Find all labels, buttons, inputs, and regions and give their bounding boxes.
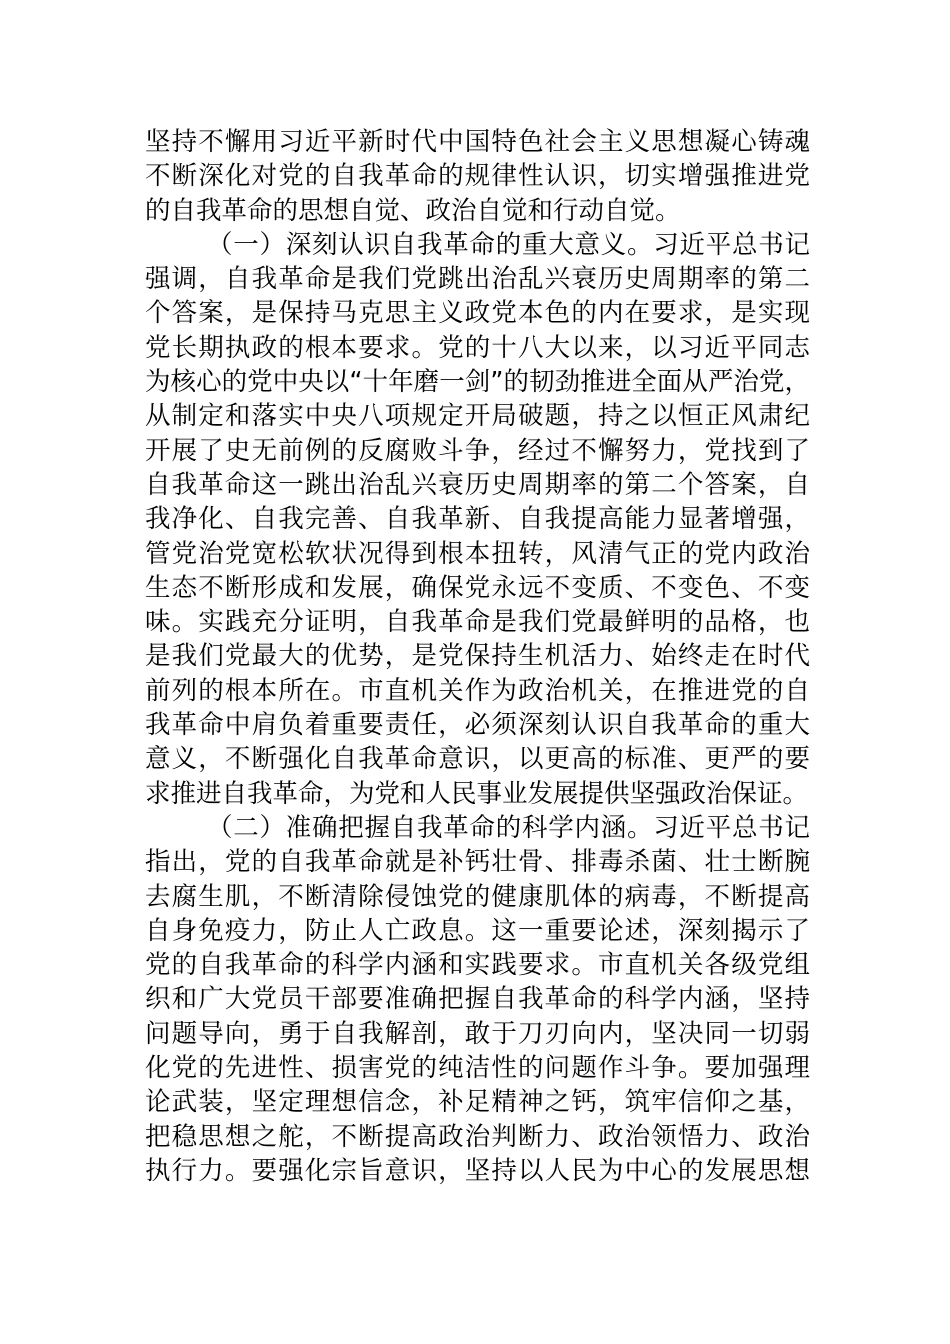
text-line: 执行力。要强化宗旨意识，坚持以人民为中心的发展思想	[145, 1155, 810, 1186]
text-line: 味。实践充分证明，自我革命是我们党最鲜明的品格，也	[145, 607, 810, 638]
section-heading-line: （二）准确把握自我革命的科学内涵。习近平总书记	[207, 812, 810, 843]
text-line: 织和广大党员干部要准确把握自我革命的科学内涵，坚持	[145, 984, 810, 1015]
text-line: 不断深化对党的自我革命的规律性认识，切实增强推进党	[145, 161, 810, 192]
text-line: 我净化、自我完善、自我革新、自我提高能力显著增强，	[145, 504, 810, 535]
text-line: 自我革命这一跳出治乱兴衰历史周期率的第二个答案，自	[145, 469, 810, 500]
text-line: 求推进自我革命，为党和人民事业发展提供坚强政治保证。	[145, 778, 809, 809]
text-line: 化党的先进性、损害党的纯洁性的问题作斗争。要加强理	[145, 1053, 810, 1084]
text-line: 从制定和落实中央八项规定开局破题，持之以恒正风肃纪	[145, 401, 810, 432]
text-line: 去腐生肌，不断清除侵蚀党的健康肌体的病毒，不断提高	[145, 881, 810, 912]
text-line: 我革命中肩负着重要责任，必须深刻认识自我革命的重大	[145, 710, 810, 741]
text-line: 开展了史无前例的反腐败斗争，经过不懈努力，党找到了	[145, 435, 810, 466]
text-line: 是我们党最大的优势，是党保持生机活力、始终走在时代	[145, 641, 810, 672]
text-line: 意义，不断强化自我革命意识，以更高的标准、更严的要	[145, 744, 810, 775]
text-line: 坚持不懈用习近平新时代中国特色社会主义思想凝心铸魂	[145, 127, 810, 157]
text-line: 前列的根本所在。市直机关作为政治机关，在推进党的自	[145, 675, 810, 706]
text-line: 指出，党的自我革命就是补钙壮骨、排毒杀菌、壮士断腕	[145, 847, 810, 878]
text-line: 个答案，是保持马克思主义政党本色的内在要求，是实现	[145, 298, 810, 329]
text-line: 问题导向，勇于自我解剖，敢于刀刃向内，坚决同一切弱	[145, 1018, 810, 1049]
text-line: 把稳思想之舵，不断提高政治判断力、政治领悟力、政治	[145, 1121, 810, 1152]
text-line: 党的自我革命的科学内涵和实践要求。市直机关各级党组	[145, 950, 810, 981]
text-line: 自身免疫力，防止人亡政息。这一重要论述，深刻揭示了	[145, 915, 810, 946]
text-line: 的自我革命的思想自觉、政治自觉和行动自觉。	[145, 195, 681, 226]
text-line: 管党治党宽松软状况得到根本扭转，风清气正的党内政治	[145, 538, 810, 569]
text-line: 论武装，坚定理想信念，补足精神之钙，筑牢信仰之基，	[145, 1087, 810, 1118]
text-line: 党长期执政的根本要求。党的十八大以来，以习近平同志	[145, 332, 810, 363]
body-text	[145, 125, 810, 1188]
text-line: 生态不断形成和发展，确保党永远不变质、不变色、不变	[145, 572, 810, 603]
section-heading-line: （一）深刻认识自我革命的重大意义。习近平总书记	[207, 229, 810, 260]
text-line: 强调，自我革命是我们党跳出治乱兴衰历史周期率的第二	[145, 264, 810, 295]
text-line: 为核心的党中央以“十年磨一剑”的韧劲推进全面从严治党，	[145, 367, 810, 398]
